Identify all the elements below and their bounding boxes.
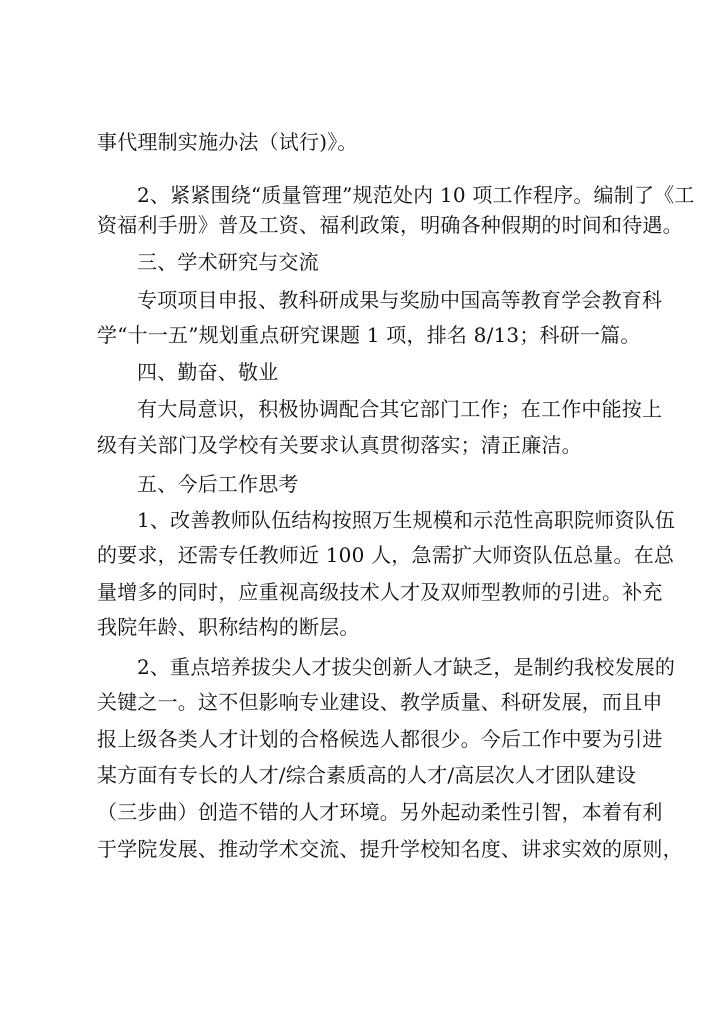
text-line: 2、紧紧围绕“质量管理”规范处内 10 项工作程序。编制了《工 bbox=[137, 183, 695, 207]
text-line: 有大局意识，积极协调配合其它部门工作；在工作中能按上 bbox=[137, 397, 663, 421]
section-heading: 三、学术研究与交流 bbox=[137, 250, 319, 274]
section-heading: 四、勤奋、敬业 bbox=[137, 360, 279, 384]
text-line: （三步曲）创造不错的人才环境。另外起动柔性引智，本着有利 bbox=[97, 800, 663, 824]
text-line: 某方面有专长的人才/综合素质高的人才/高层次人才团队建设 bbox=[97, 763, 637, 787]
text-line: 量增多的同时，应重视高级技术人才及双师型教师的引进。补充 bbox=[97, 580, 663, 604]
text-line: 2、重点培养拔尖人才拔尖创新人才缺乏，是制约我校发展的 bbox=[137, 655, 676, 679]
text-line: 事代理制实施办法（试行)》。 bbox=[97, 130, 358, 154]
text-line: 资福利手册》普及工资、福利政策，明确各种假期的时间和待遇。 bbox=[97, 213, 683, 237]
text-line: 级有关部门及学校有关要求认真贯彻落实；清正廉洁。 bbox=[97, 433, 582, 457]
text-line: 我院年龄、职称结构的断层。 bbox=[97, 615, 360, 639]
text-line: 学“十一五”规划重点研究课题 1 项，排名 8/13；科研一篇。 bbox=[97, 323, 641, 347]
text-line: 关键之一。这不但影响专业建设、教学质量、科研发展，而且申 bbox=[97, 690, 663, 714]
text-line: 报上级各类人才计划的合格候选人都很少。今后工作中要为引进 bbox=[97, 727, 663, 751]
section-heading: 五、今后工作思考 bbox=[137, 472, 299, 496]
text-line: 于学院发展、推动学术交流、提升学校知名度、讲求实效的原则， bbox=[97, 837, 683, 861]
text-line: 1、改善教师队伍结构按照万生规模和示范性高职院师资队伍 bbox=[137, 508, 676, 532]
text-line: 的要求，还需专任教师近 100 人，急需扩大师资队伍总量。在总 bbox=[97, 543, 675, 567]
text-line: 专项项目申报、教科研成果与奖励中国高等教育学会教育科 bbox=[137, 288, 663, 312]
